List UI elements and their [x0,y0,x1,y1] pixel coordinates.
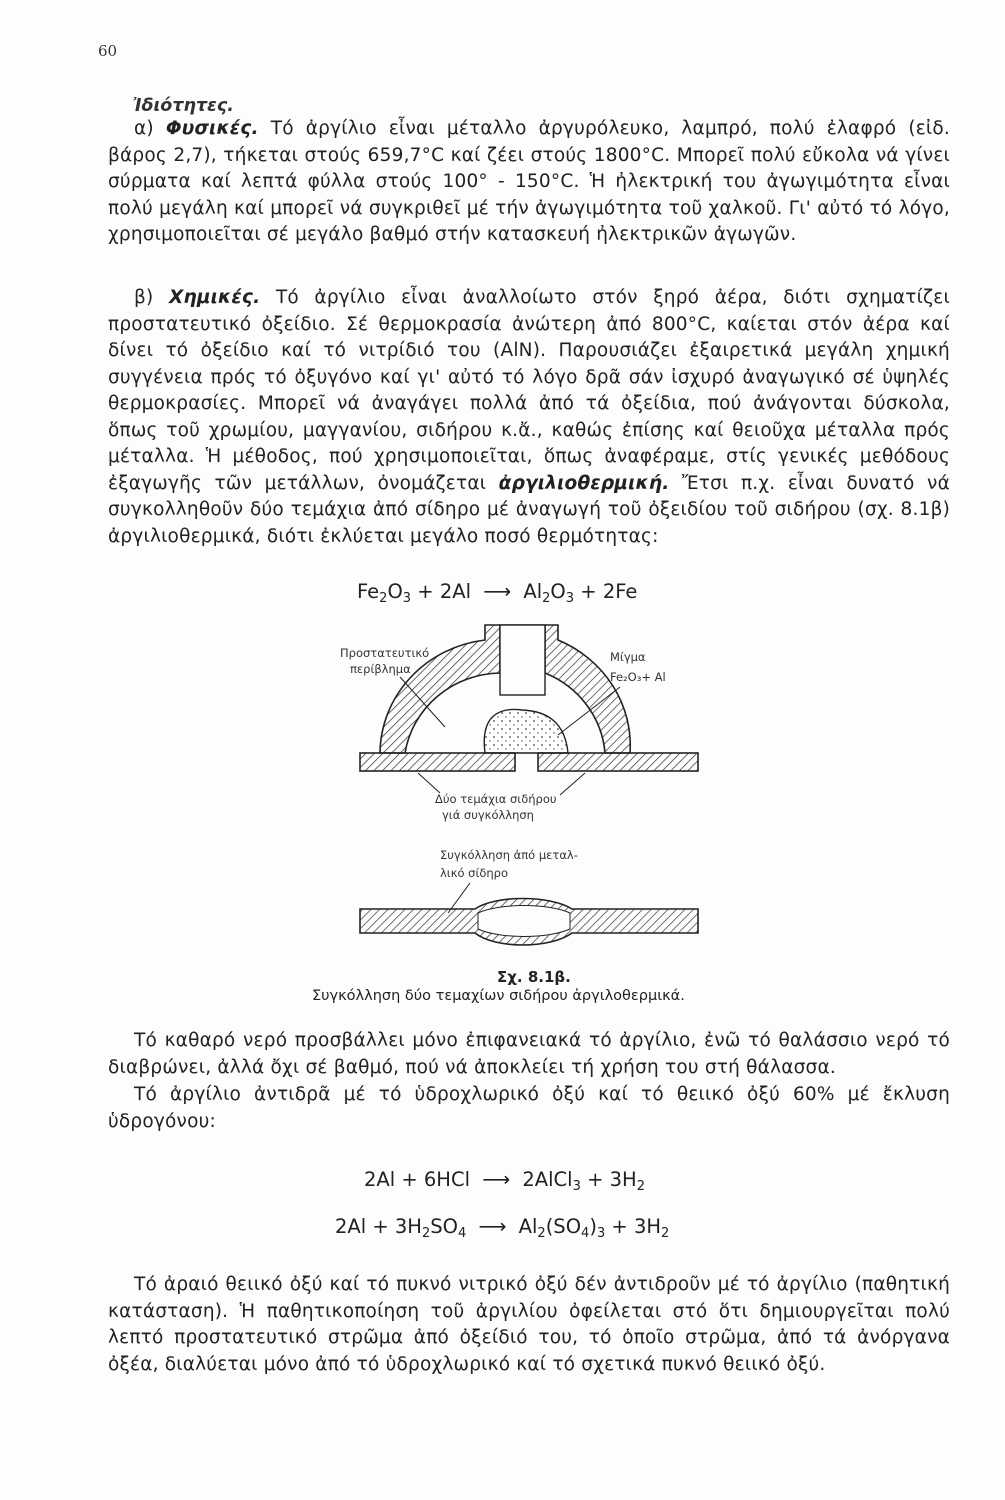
chemical-prefix: β) [134,287,154,308]
physical-properties-paragraph [108,116,950,249]
seawater-paragraph: Τό καθαρό νερό προσβάλλει μόνο ἐπιφανειακά τό ἀργίλιο, ἐνῶ τό θαλάσσιο νερό τό διαβρώνει, ἀλλά ὄχι σέ βαθμό, πού νά ἀποκλείει τή χρήση του στή θάλασσα. [108,1030,950,1078]
reaction-arrow: ⟶ [483,580,512,603]
physical-text: Τό ἀργίλιο εἶναι μέταλλο ἀργυρόλευκο, λαμπρό, πολύ ἐλαφρό (εἰδ. βάρος 2,7), τήκεται στούς 659,7°C καί ζέει στούς 1800°C. Μπορεῖ πολύ εὔκολα νά γίνει σύρματα καί λεπτά φύλλα στούς 100° - 150°C. Ἡ ἠλεκτρική του ἀγωγιμότητα εἶναι πολύ μεγάλη καί μπορεῖ νά συγκριθεῖ μέ τήν ἀγωγιμότητα τοῦ χαλκοῦ. Γι' αὐτό τό λόγο, χρησιμοποιεῖται σέ μεγάλο βαθμό στήν κατασκευή ἠλεκτρικῶν ἀγωγῶν. [108,118,950,245]
section-heading: Ἰδιότητες. [133,96,234,116]
label-mix-2: Fe₂O₃+ Al [610,670,666,684]
label-coating-2: περίβλημα [350,662,411,676]
welding-diagram [300,615,720,975]
chemical-label: Χημικές. [169,287,261,308]
equation-thermite: $Fe_2O_3 + 2Al$ ⟶ $Al_2O_3 + 2Fe$ [357,580,638,606]
figure-caption-text: Συγκόλληση δύο τεμαχίων σιδήρου ἀργιλοθερμικά. [312,988,685,1004]
label-pieces-1: Δύο τεμάχια σιδήρου [435,792,557,806]
chemical-text-after: Ἔτσι π.χ. εἶναι δυνατό νά συγκολληθοῦν δύο τεμάχια ἀπό σίδηρο μέ ἀναγωγή τοῦ ὀξειδίου τοῦ σιδήρου (σχ. 8.1β) ἀργιλιοθερμικά, διότι ἐκλύεται μεγάλο ποσό θερμότητας: [108,472,950,547]
pouring-channel [500,625,545,695]
passivation-paragraph: Τό ἀραιό θειικό ὀξύ καί τό πυκνό νιτρικό ὀξύ δέν ἀντιδροῦν μέ τό ἀργίλιο (παθητική κατάσταση). Ἡ παθητικοποίηση τοῦ ἀργιλίου ὀφείλεται στό ὅτι δημιουργεῖται πολύ λεπτό προστατευτικό στρῶμα ἀπό ὀξείδιό του, τό ὁποῖο στρῶμα, ἀπό τά ἀνόργανα ὀξέα, διαλύεται μόνο ἀπό τό ὑδροχλωρικό καί τό σχετικά πυκνό θειικό ὀξύ. [108,1274,950,1375]
iron-piece-left [360,753,515,771]
label-coating-1: Προστατευτικό [340,646,430,660]
equation-h2so4: $2Al + 3H_2SO_4$ ⟶ $Al_2(SO_4)_3 + 3H_2$ [335,1215,670,1241]
physical-prefix: α) [134,118,154,139]
iron-piece-right [538,753,698,771]
chemical-properties-paragraph [108,285,950,550]
label-weld-2: λικό σίδηρο [440,866,509,880]
physical-label: Φυσικές. [165,118,259,139]
page-number: 60 [98,42,118,60]
label-weld-1: Συγκόλληση ἀπό μεταλ- [440,848,578,862]
figure-caption-number: Σχ. 8.1β. [497,968,571,986]
label-mix-1: Μίγμα [610,650,646,664]
thermite-mixture [484,709,568,753]
chemical-text-before: Τό ἀργίλιο εἶναι ἀναλλοίωτο στόν ξηρό ἀέρα, διότι σχηματίζει προστατευτικό ὀξείδιο. Σέ θερμοκρασία ἀνώτερη ἀπό 800°C, καίεται στόν ἀέρα καί δίνει τό ὀξείδιο καί τό νιτρίδιό του (AlN). Παρουσιάζει ἐξαιρετικά μεγάλη χημική συγγένεια πρός τό ὀξυγόνο καί γι' αὐτό τό λόγο δρᾶ σάν ἰσχυρό ἀναγωγικό σέ ὑψηλές θερμοκρασίες. Μπορεῖ νά ἀναγάγει πολλά ἀπό τά ὀξείδια, πού ἀνάγονται δύσκολα, ὅπως τοῦ χρωμίου, μαγγανίου, σιδήρου κ.ἄ., καθώς ἐπίσης καί θειοῦχα μέταλλα πρός μέταλλα. Ἡ μέθοδος, πού χρησιμοποιεῖται, ὅπως ἀναφέραμε, στίς γενικές μεθόδους ἐξαγωγῆς τῶν μετάλλων, ὀνομάζεται [108,287,950,494]
acids-paragraph: Τό ἀργίλιο ἀντιδρᾶ μέ τό ὑδροχλωρικό ὀξύ καί τό θειικό ὀξύ 60% μέ ἔκλυση ὑδρογόνου: [108,1084,950,1132]
equation-hcl: 2Al + 6HCl ⟶ 2AlCl$_3$ + $3H_2$ [364,1168,645,1194]
label-pieces-2: γιά συγκόλληση [442,808,534,822]
thermite-term: ἀργιλιοθερμική. [498,472,670,494]
